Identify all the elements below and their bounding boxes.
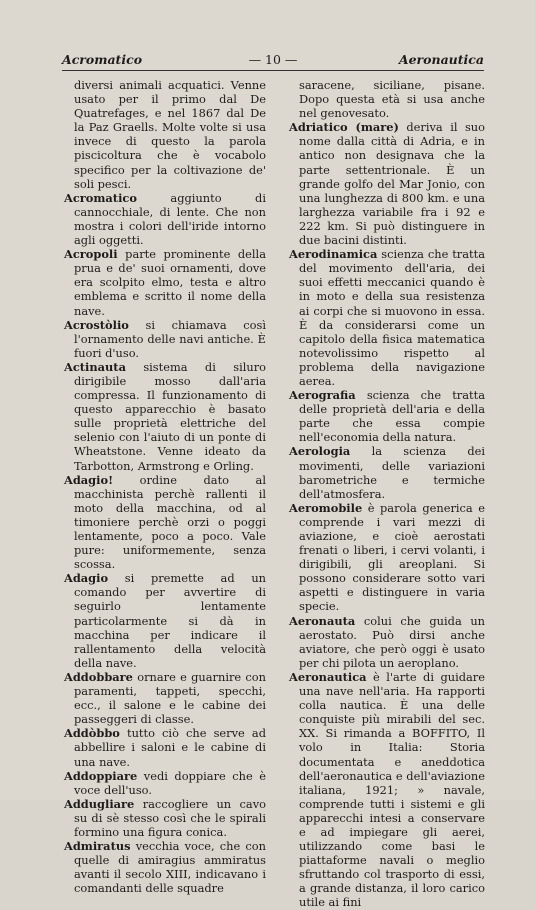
dictionary-entry: [64, 571, 266, 670]
entry-headword: Addobbare: [64, 669, 133, 684]
entry-definition: aggiunto di cannocchiale, di lente. Che non mostra i colori dell'iride intorno agli oggetti.: [74, 190, 266, 248]
entry-headword: Addugliare: [64, 796, 135, 811]
entry-definition: si premette ad un comando per avvertire di seguirlo lentamente particolarmente si dà in macchina per indicare il rallentamento della velocità della nave.: [74, 571, 266, 670]
entry-headword: Adagio!: [64, 472, 114, 487]
entry-headword: Aerodinamica: [289, 247, 378, 262]
entry-definition: vedi doppiare che è voce dell'uso.: [74, 768, 266, 797]
entry-definition: scienza che tratta delle proprietà dell'aria e della parte che essa compie nell'economia della natura.: [299, 388, 485, 445]
entry-headword: Aerografia: [289, 388, 356, 403]
dictionary-entry: [289, 247, 485, 388]
dictionary-entry: [64, 318, 266, 360]
entry-headword: Acropoli: [64, 247, 118, 262]
entry-continuation: diversi animali acquatici. Venne usato per il primo dal De Quatrefages, e nel 1867 dal De la Paz Graells. Molte volte si usa invece di questo la parola piscicoltura che è vocabolo specifico per la coltivazione de' soli pesci.: [74, 78, 266, 191]
entry-continuation: saracene, siciliane, pisane. Dopo questa età si usa anche nel genovesato.: [299, 78, 485, 121]
entry-headword: Addoppiare: [64, 768, 138, 783]
entry-definition: ordine dato al macchinista perchè rallenti il moto della macchina, od al timoniere perchè orzi o poggi lentamente, poco a poco. Vale pure: uniformemente, senza scossa.: [74, 472, 266, 572]
dictionary-entry: [64, 769, 266, 797]
dictionary-entry: [64, 797, 266, 839]
entry-definition: è l'arte di guidare una nave nell'aria. Ha rapporti colla nautica. È una delle conquiste più mirabili del sec. XX. Si rimanda a BOFFITO, Il volo in Italia: Storia documentata e aneddotica dell'aeronautica e dell'aviazione italiana, 1921; » navale, comprende tutti i sistemi e gli apparecchi intesi a conservare e ad impiegare gli aerei, utilizzando come basi le piattaforme navali o meglio sfruttando col trasporto di essi, a grande distanza, il loro carico utile ai fini: [299, 669, 485, 910]
entry-headword: Aerologia: [289, 444, 351, 459]
dictionary-entry: [289, 670, 485, 910]
dictionary-entry: [289, 614, 485, 670]
entry-headword: Actinauta: [64, 359, 126, 374]
entry-headword: Acrostòlio: [64, 317, 129, 332]
entry-definition: scienza che tratta del movimento dell'aria, dei suoi effetti meccanici quando è in moto e della sua resistenza ai corpi che si muovono in essa. È da considerarsi come un capitolo della fisica matematica notevolissimo rispetto al problema della navigazione aerea.: [299, 247, 485, 388]
entry-definition: parte prominente della prua e de' suoi ornamenti, dove era scolpito elmo, testa e altro emblema e scritto il nome della nave.: [74, 247, 266, 318]
entry-definition: si chiamava così l'ornamento delle navi antiche. È fuori d'uso.: [74, 317, 266, 360]
header-right-term: Aeronautica: [398, 52, 484, 67]
dictionary-entry: [64, 473, 266, 572]
entry-headword: Acromatico: [64, 190, 137, 205]
entry-headword: Adriatico (mare): [289, 120, 399, 135]
dictionary-entry: [64, 360, 266, 473]
entry-definition: tutto ciò che serve ad abbellire i saloni e le cabine di una nave.: [74, 726, 266, 769]
entry-headword: Adagio: [64, 571, 109, 586]
entry-definition: è parola generica e comprende i vari mezzi di aviazione, e cioè aerostati frenati o liberi, i cervi volanti, i dirigibili, gli areoplani. Si possono considerare sotto vari aspetti e distinguere in varia specie.: [299, 500, 485, 614]
header-left-term: Acromatico: [62, 52, 143, 67]
entry-headword: Admiratus: [64, 839, 131, 854]
dictionary-entry: [289, 120, 485, 247]
dictionary-entry: [64, 670, 266, 726]
entry-headword: Aeronautica: [289, 669, 367, 684]
entry-definition: deriva il suo nome dalla città di Adria, e in antico non designava che la parte settentrionale. È un grande golfo del Mar Jonio, con una lunghezza di 800 km. e una larghezza variabile fra i 92 e 222 km. Si può distinguere in due bacini distinti.: [299, 120, 485, 248]
dictionary-entry: [64, 839, 266, 895]
entry-definition: ornare e guarnire con paramenti, tappeti, specchi, ecc., il salone e le cabine dei passeggeri di classe.: [74, 669, 266, 727]
dictionary-entry: [64, 191, 266, 247]
header-rule: [62, 70, 484, 71]
entry-definition: vecchia voce, che con quelle di amiragius ammiratus avanti il secolo XIII, indicavano i comandanti delle squadre: [74, 839, 266, 896]
entry-headword: Addòbbo: [64, 726, 120, 741]
dictionary-entry: [64, 247, 266, 317]
entry-headword: Aeronauta: [289, 613, 356, 628]
entry-definition: raccogliere un cavo su di sè stesso così che le spirali formino una figura conica.: [74, 796, 266, 839]
page-number: — 10 —: [248, 52, 298, 67]
entry-definition: colui che guida un aerostato. Può dirsi anche aviatore, che però oggi è usato per chi pilota un aeroplano.: [299, 613, 485, 670]
dictionary-entry: [289, 388, 485, 444]
dictionary-entry: [289, 444, 485, 500]
entry-definition: sistema di siluro dirigibile mosso dall'aria compressa. Il funzionamento di questo apparecchio è basato sulle proprietà elettriche del selenio con l'aiuto di un ponte di Wheatstone. Venne ideato da Tarbotton, Armstrong e Orling.: [74, 359, 266, 473]
right-column: [289, 78, 485, 910]
left-column: [64, 78, 266, 895]
dictionary-entry: [289, 501, 485, 614]
dictionary-entry: [64, 726, 266, 768]
entry-definition: la scienza dei movimenti, delle variazioni barometriche e termiche dell'atmosfera.: [299, 444, 485, 501]
page-header: [62, 52, 484, 72]
entry-headword: Aeromobile: [289, 500, 363, 515]
